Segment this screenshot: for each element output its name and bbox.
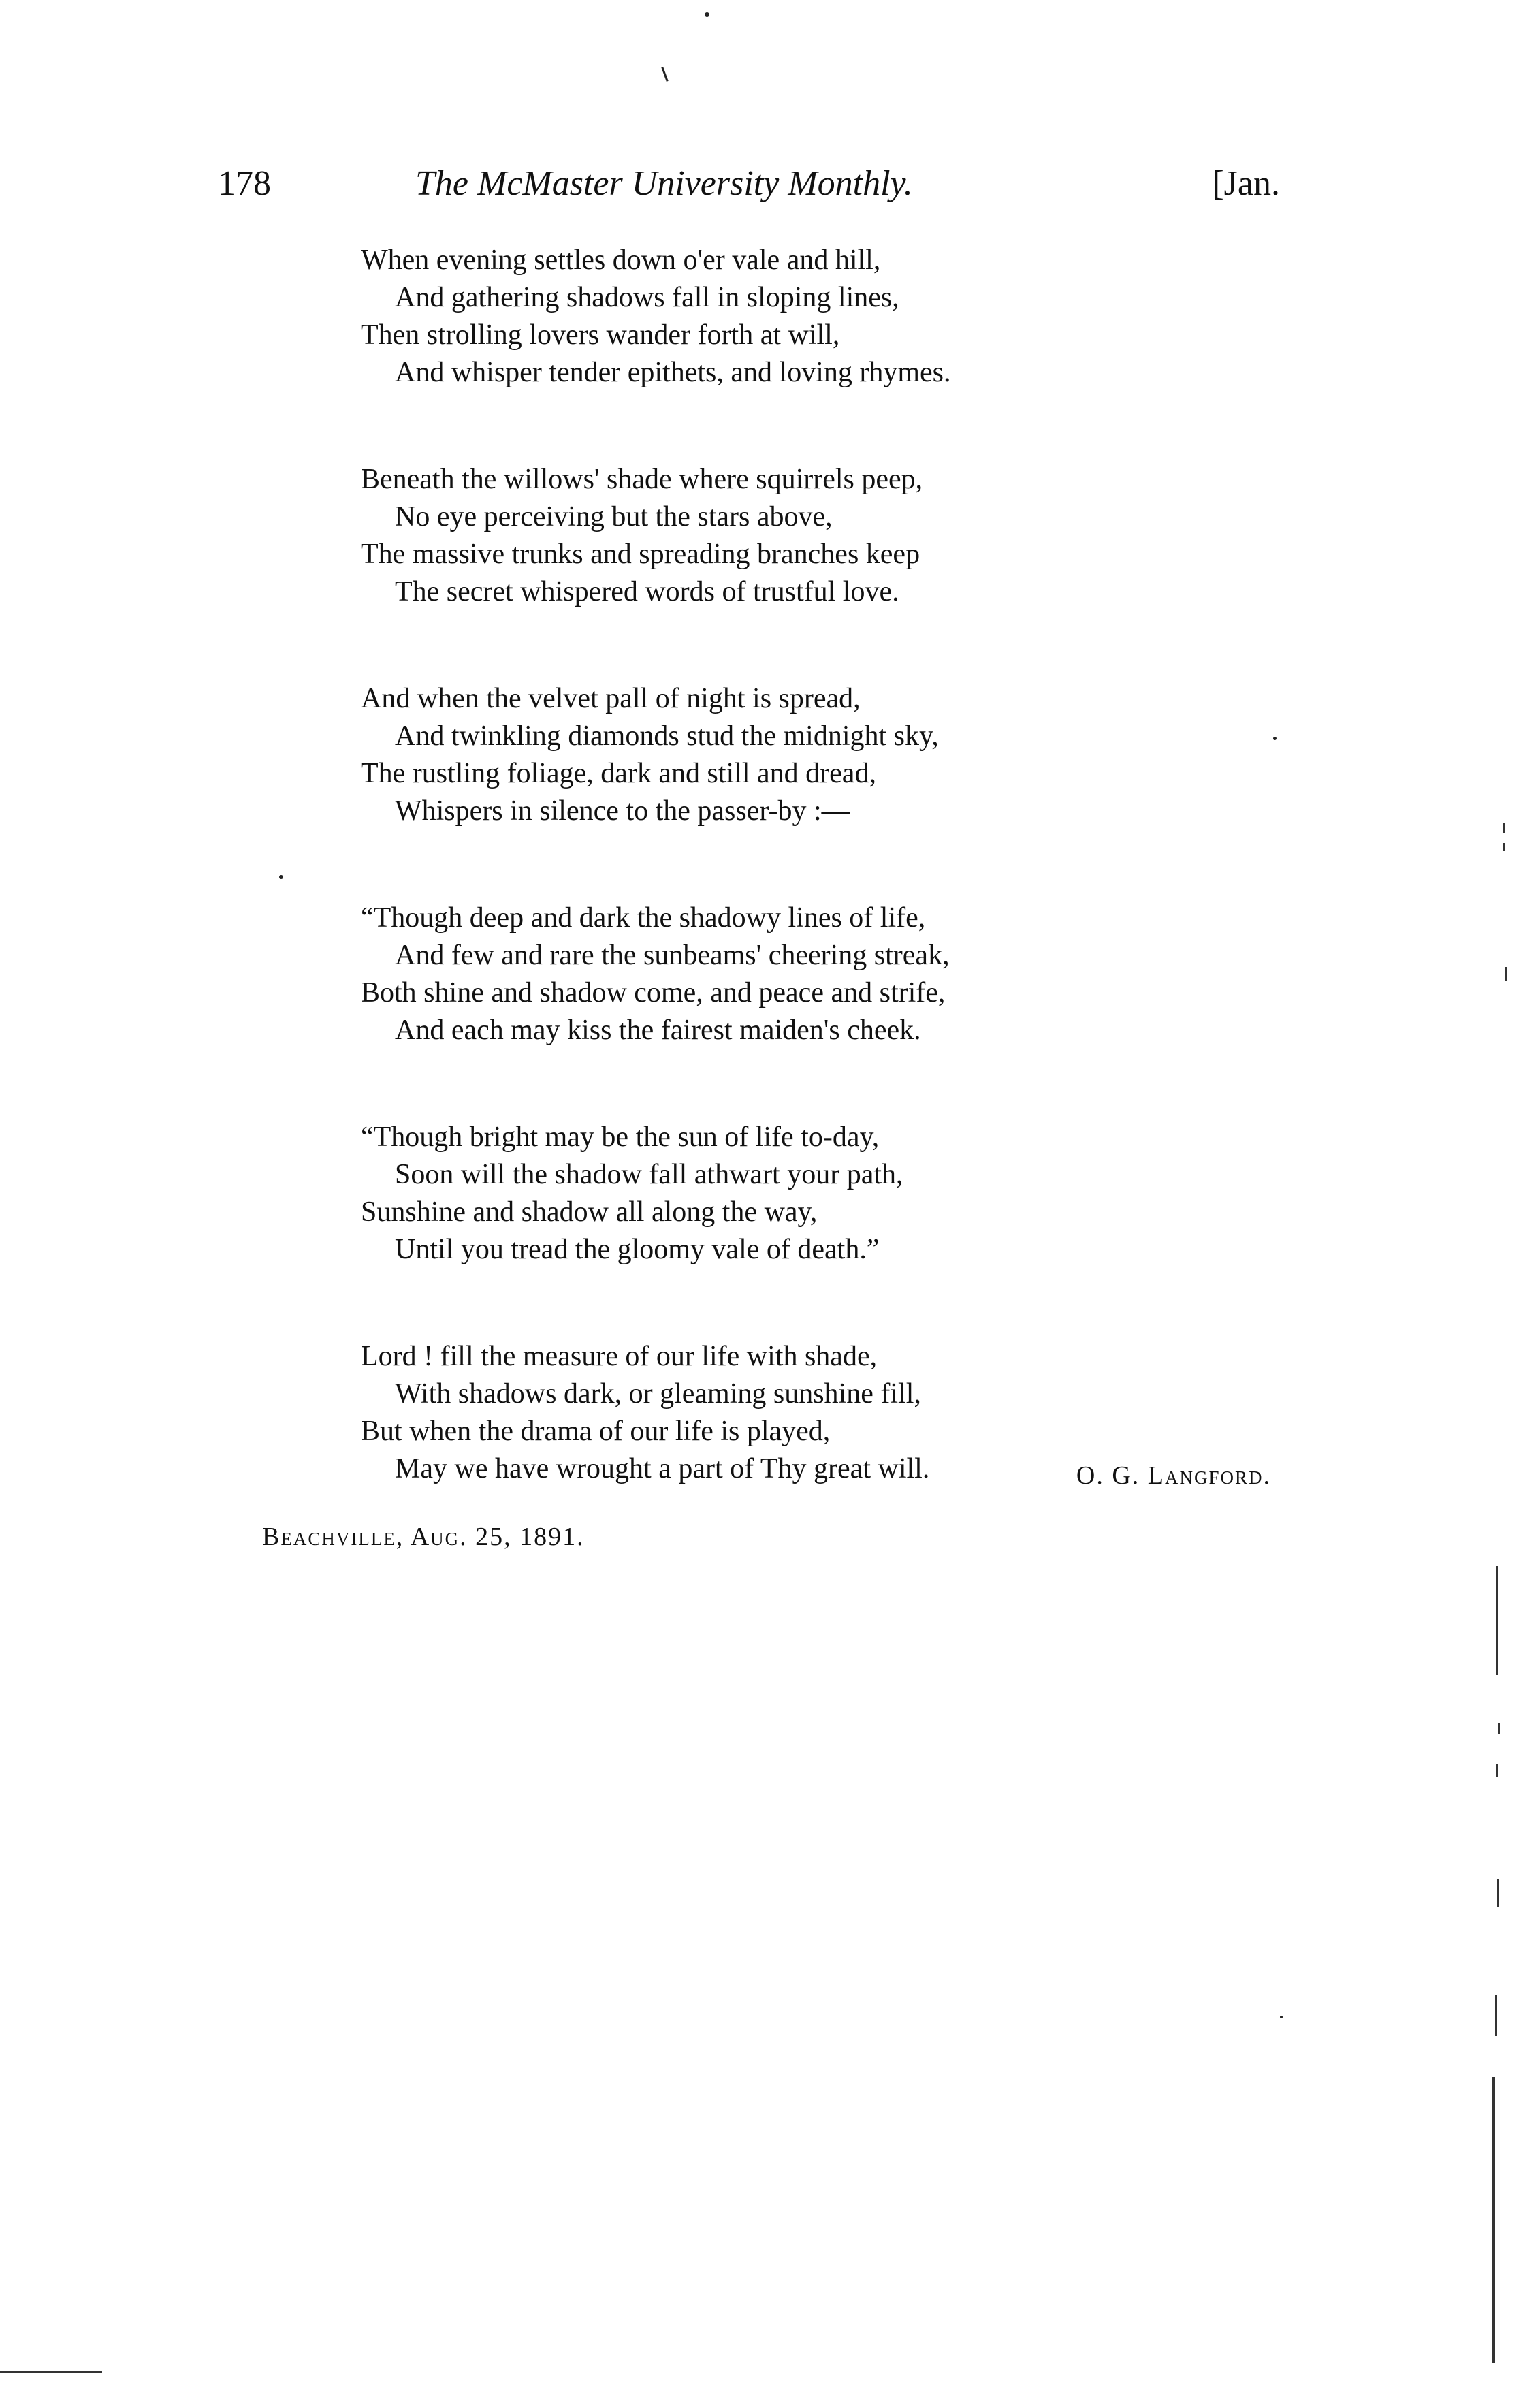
poem-line: When evening settles down o'er vale and hill, (361, 244, 881, 276)
poem-line: Both shine and shadow come, and peace and strife, (361, 977, 946, 1008)
poem-line: Beneath the willows' shade where squirrels peep, (361, 464, 923, 495)
stanza-2 (361, 461, 1205, 611)
margin-tick (1503, 823, 1505, 833)
poem-line: “Though bright may be the sun of life to-day, (361, 1121, 880, 1153)
margin-tick (1498, 1723, 1500, 1734)
poem-line: And when the velvet pall of night is spread, (361, 683, 861, 714)
margin-tick (1492, 2077, 1495, 2363)
margin-tick (1495, 1995, 1497, 2036)
poem-line: May we have wrought a part of Thy great will. (395, 1453, 930, 1484)
dateline: Beachville, Aug. 25, 1891. (262, 1523, 585, 1551)
scan-speck (1280, 2016, 1283, 2018)
scan-speck (661, 67, 668, 82)
poem-line: And whisper tender epithets, and loving rhymes. (395, 357, 951, 388)
poem-line: And each may kiss the fairest maiden's cheek. (395, 1015, 921, 1046)
poem-line: “Though deep and dark the shadowy lines of life, (361, 902, 926, 934)
margin-tick (1505, 967, 1507, 981)
poem-line: Sunshine and shadow all along the way, (361, 1196, 818, 1228)
poem-line: With shadows dark, or gleaming sunshine fill, (395, 1378, 921, 1410)
scan-speck (279, 875, 283, 879)
scan-speck (705, 12, 709, 17)
bottom-rule (0, 2371, 102, 2373)
stanza-1 (361, 242, 1205, 392)
poem-line: Then strolling lovers wander forth at will, (361, 319, 840, 351)
poem-line: Until you tread the gloomy vale of death.” (395, 1234, 880, 1265)
poem-line: Soon will the shadow fall athwart your path, (395, 1159, 903, 1190)
poem-line: Whispers in silence to the passer-by :— (395, 795, 850, 827)
stanza-5 (361, 1119, 1205, 1269)
poem-line: But when the drama of our life is played, (361, 1416, 831, 1447)
journal-title: The McMaster University Monthly. (415, 164, 913, 203)
stanza-3 (361, 680, 1205, 830)
page-header (218, 163, 1280, 218)
margin-tick (1496, 1566, 1498, 1675)
poem-line: The massive trunks and spreading branches keep (361, 539, 920, 570)
scan-speck (1273, 737, 1277, 740)
poem-line: And gathering shadows fall in sloping lines, (395, 282, 899, 313)
poem-line: No eye perceiving but the stars above, (395, 501, 833, 532)
author-signature: O. G. Langford. (1076, 1461, 1271, 1490)
poem (361, 242, 1205, 1488)
margin-tick (1496, 1764, 1498, 1777)
issue-month: [Jan. (1212, 164, 1280, 203)
poem-line: Lord ! fill the measure of our life with shade, (361, 1341, 878, 1372)
poem-line: The secret whispered words of trustful love. (395, 576, 899, 607)
stanza-4 (361, 900, 1205, 1049)
margin-tick (1497, 1879, 1499, 1907)
poem-line: The rustling foliage, dark and still and dread, (361, 758, 876, 789)
poem-line: And few and rare the sunbeams' cheering streak, (395, 940, 950, 971)
poem-line: And twinkling diamonds stud the midnight sky, (395, 720, 939, 752)
margin-tick (1503, 843, 1505, 851)
page-number: 178 (218, 164, 271, 203)
